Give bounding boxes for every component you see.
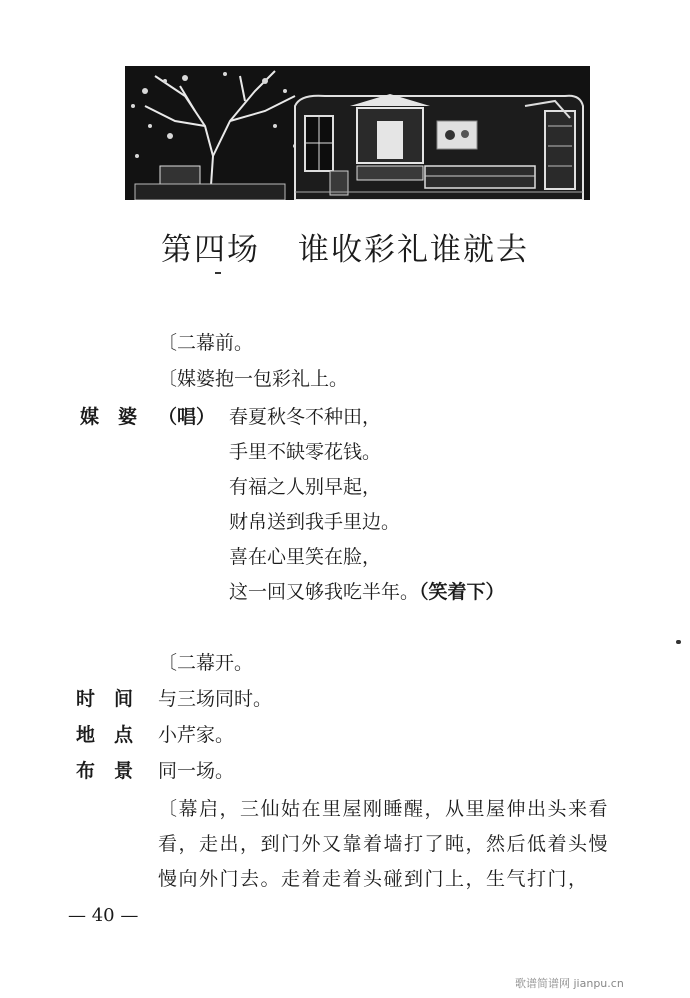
scene-number: 第四场 xyxy=(161,232,260,268)
verse-line: 财帛送到我手里边。 xyxy=(229,511,401,533)
exit-stage-note: （笑着下） xyxy=(419,581,505,603)
setting-value-place: 小芹家。 xyxy=(158,724,235,746)
stage-direction-paragraph-line: 看，走出，到门外又靠着墙打了盹，然后低着头慢 xyxy=(158,833,610,855)
verse-line: 喜在心里笑在脸， xyxy=(229,546,382,568)
scene-title xyxy=(0,224,690,269)
scene-illustration xyxy=(125,66,590,200)
site-watermark: 歌谱简谱网 jianpu.cn xyxy=(515,977,624,990)
speaker-name: 媒 婆 xyxy=(80,406,138,428)
setting-label-place: 地 点 xyxy=(76,724,134,746)
woodcut-interior-scene xyxy=(125,66,590,200)
setting-label-time: 时 间 xyxy=(76,688,134,710)
ink-speck xyxy=(676,640,681,644)
setting-label-scenery: 布 景 xyxy=(76,760,134,782)
stage-direction-paragraph-line: 〔幕启，三仙姑在里屋刚睡醒，从里屋伸出头来看 xyxy=(158,798,610,820)
verse-line-with-note xyxy=(229,579,505,605)
verse-line: 有福之人别早起， xyxy=(229,476,382,498)
verse-line: 这一回又够我吃半年。 xyxy=(229,581,420,603)
verse-line: 春夏秋冬不种田， xyxy=(229,406,382,428)
stage-direction: 〔二幕开。 xyxy=(158,652,254,674)
title-underline-mark xyxy=(215,272,221,274)
sing-marker: （唱） xyxy=(158,406,216,428)
page-number: — 40 — xyxy=(68,905,139,926)
setting-value-scenery: 同一场。 xyxy=(158,760,235,782)
verse-line: 手里不缺零花钱。 xyxy=(229,441,382,463)
stage-direction-paragraph-line: 慢向外门去。走着走着头碰到门上，生气打门， xyxy=(158,868,589,890)
setting-value-time: 与三场同时。 xyxy=(158,688,273,710)
stage-direction: 〔媒婆抱一包彩礼上。 xyxy=(158,368,349,390)
scene-name: 谁收彩礼谁就去 xyxy=(298,232,529,268)
stage-direction: 〔二幕前。 xyxy=(158,332,254,354)
